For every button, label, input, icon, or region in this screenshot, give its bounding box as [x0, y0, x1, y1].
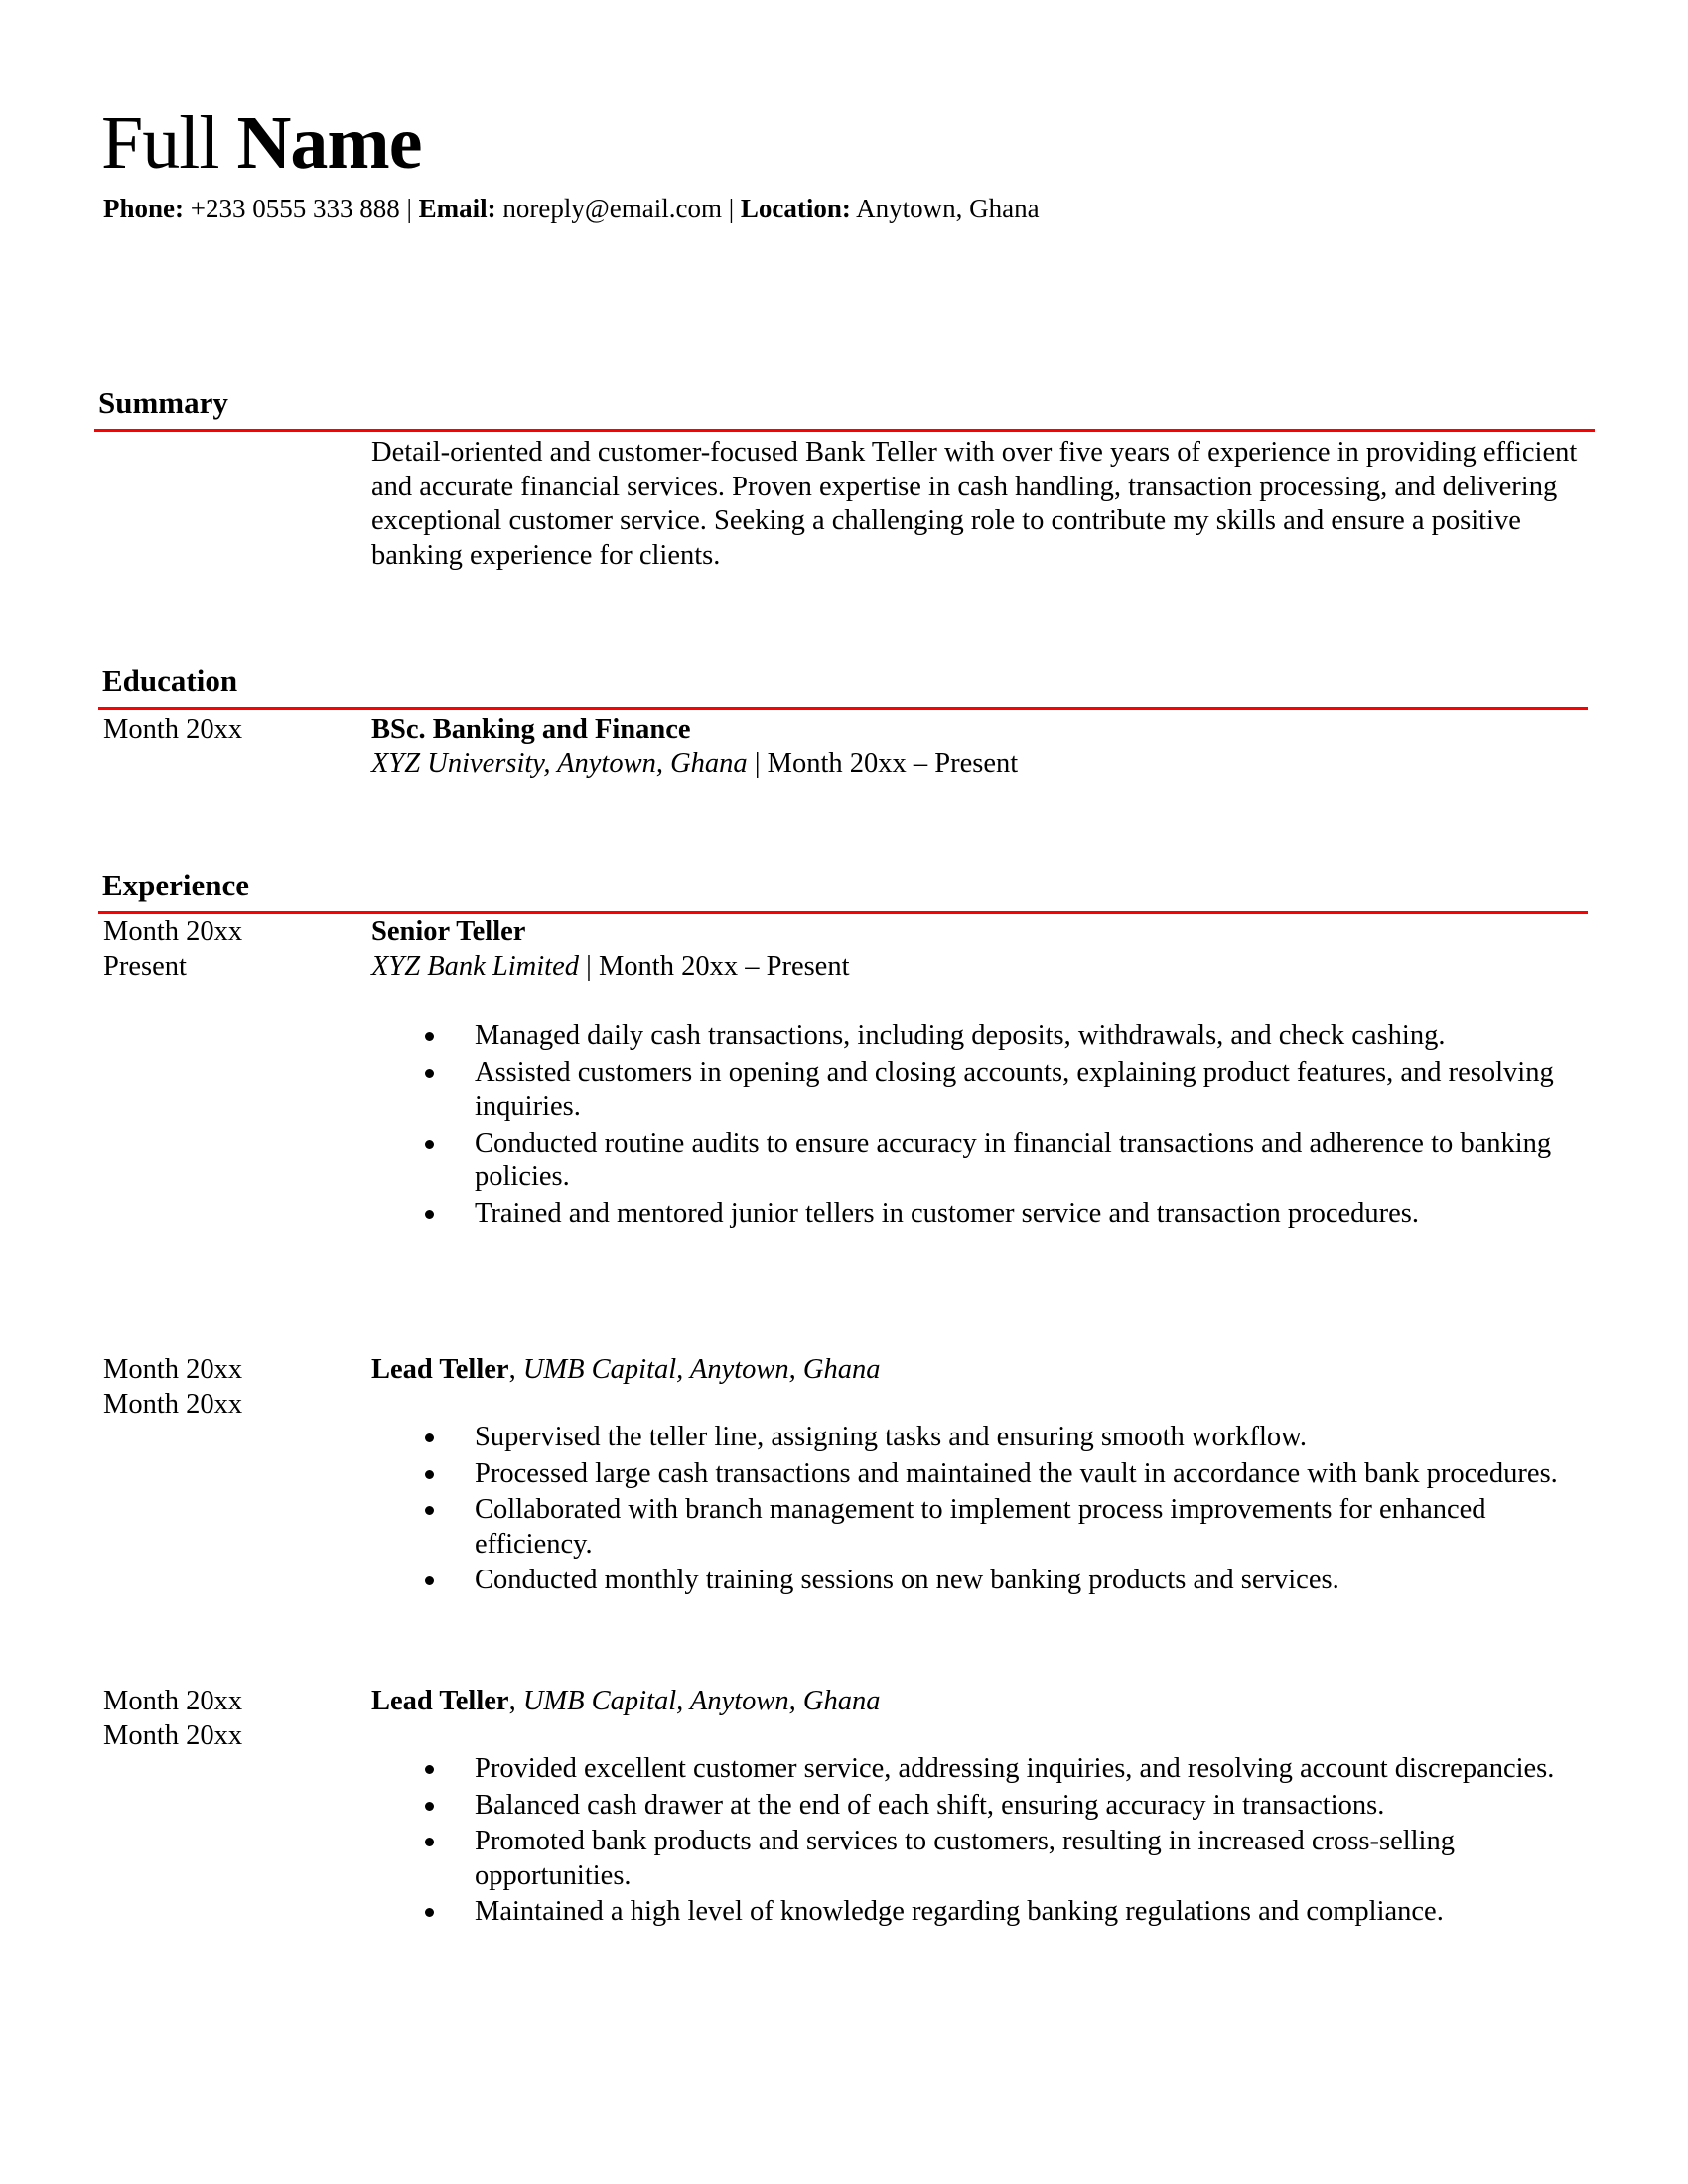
education-entry — [371, 713, 1593, 781]
phone-label: Phone: — [103, 194, 184, 223]
bullet-text: Supervised the teller line, assigning tasks and ensuring smooth workflow. — [475, 1422, 1307, 1452]
bullet-item — [425, 1020, 1597, 1054]
bullet-text: Processed large cash transactions and maintained the vault in accordance with bank procedures. — [475, 1457, 1558, 1489]
bullet-icon — [425, 1802, 434, 1811]
job-bullets — [425, 1421, 1597, 1600]
bullet-icon — [425, 1069, 434, 1078]
job-company: UMB Capital, Anytown, Ghana — [522, 1354, 881, 1385]
education-heading: Education — [102, 663, 238, 698]
job-date-start: Month 20xx — [103, 916, 243, 947]
bullet-text: Promoted bank products and services to customers, resulting in increased cross-selling opportunities. — [475, 1826, 1455, 1891]
job-period: | Month 20xx – Present — [586, 950, 850, 982]
bullet-item — [425, 1752, 1597, 1787]
job-title: Senior Teller — [371, 916, 526, 947]
bullet-text: Assisted customers in opening and closing accounts, explaining product features, and resolving inquiries. — [475, 1056, 1554, 1123]
job-date-start: Month 20xx — [103, 1354, 243, 1385]
job-date-end: Month 20xx — [103, 1719, 243, 1751]
bullet-item — [425, 1895, 1597, 1930]
job-title: Lead Teller — [371, 1354, 509, 1385]
job-company: XYZ Bank Limited — [371, 950, 580, 982]
job-bullets — [425, 1020, 1597, 1234]
bullet-icon — [425, 1908, 434, 1917]
email-value: noreply@email.com — [502, 194, 722, 223]
job-company-line — [371, 950, 1593, 985]
bullet-item — [425, 1457, 1597, 1492]
job-header — [371, 1685, 1593, 1719]
separator: | — [406, 194, 412, 223]
title-separator: , — [508, 1686, 516, 1716]
bullet-icon — [425, 1470, 434, 1479]
full-name-heading — [101, 95, 421, 191]
bullet-item — [425, 1825, 1597, 1893]
bullet-text: Conducted monthly training sessions on new banking products and services. — [475, 1565, 1339, 1596]
job-title: Lead Teller — [371, 1686, 509, 1716]
education-date: Month 20xx — [103, 714, 243, 745]
institution: XYZ University, Anytown, Ghana — [371, 748, 748, 779]
education-divider — [98, 707, 1588, 710]
location-value: Anytown, Ghana — [856, 194, 1040, 223]
location-label: Location: — [740, 194, 851, 223]
bullet-item — [425, 1421, 1597, 1455]
summary-heading: Summary — [98, 385, 228, 420]
job-company: UMB Capital, Anytown, Ghana — [522, 1686, 881, 1716]
bullet-text: Balanced cash drawer at the end of each shift, ensuring accuracy in transactions. — [475, 1789, 1385, 1821]
education-details — [371, 748, 1593, 782]
email-label: Email: — [418, 194, 496, 223]
bullet-text: Collaborated with branch management to implement process improvements for enhanced efficiency. — [475, 1494, 1486, 1560]
bullet-icon — [425, 1032, 434, 1041]
bullet-icon — [425, 1210, 434, 1219]
bullet-icon — [425, 1506, 434, 1515]
job-header — [371, 915, 1593, 984]
summary-text: Detail-oriented and customer-focused Bank Teller with over five years of experience in providing efficient and accurate financial services. Proven expertise in cash handling, transaction processing, and delivering exceptional customer service. Seeking a challenging role to contribute my skills and ensure a positive banking experience for clients. — [371, 437, 1578, 571]
experience-divider — [98, 911, 1588, 914]
experience-heading: Experience — [102, 868, 250, 902]
phone-value: +233 0555 333 888 — [190, 194, 400, 223]
bullet-icon — [425, 1576, 434, 1585]
job-dates — [103, 1685, 361, 1753]
bullet-text: Managed daily cash transactions, including deposits, withdrawals, and check cashing. — [475, 1021, 1446, 1051]
bullet-icon — [425, 1838, 434, 1846]
contact-line — [103, 191, 1040, 226]
bullet-text: Maintained a high level of knowledge regarding banking regulations and compliance. — [475, 1896, 1444, 1928]
education-period: | Month 20xx – Present — [754, 748, 1019, 779]
bullet-icon — [425, 1140, 434, 1149]
bullet-item — [425, 1056, 1597, 1125]
title-separator: , — [508, 1354, 516, 1385]
bullet-item — [425, 1564, 1597, 1598]
bullet-item — [425, 1197, 1597, 1232]
first-name: Full — [101, 101, 219, 185]
job-header — [371, 1353, 1593, 1388]
job-dates — [103, 1353, 361, 1422]
bullet-text: Trained and mentored junior tellers in customer service and transaction procedures. — [475, 1197, 1420, 1229]
job-date-end: Month 20xx — [103, 1388, 243, 1420]
bullet-item — [425, 1127, 1597, 1195]
bullet-item — [425, 1493, 1597, 1562]
bullet-item — [425, 1789, 1597, 1824]
job-bullets — [425, 1752, 1597, 1932]
separator: | — [728, 194, 735, 223]
degree-title: BSc. Banking and Finance — [371, 714, 691, 745]
job-date-start: Month 20xx — [103, 1686, 243, 1716]
bullet-icon — [425, 1433, 434, 1442]
summary-divider — [94, 429, 1595, 432]
bullet-icon — [425, 1765, 434, 1774]
job-date-end: Present — [103, 950, 187, 982]
job-dates — [103, 915, 361, 984]
bullet-text: Conducted routine audits to ensure accuracy in financial transactions and adherence to banking policies. — [475, 1127, 1552, 1193]
bullet-text: Provided excellent customer service, addressing inquiries, and resolving account discrepancies. — [475, 1753, 1555, 1784]
last-name: Name — [236, 101, 422, 185]
